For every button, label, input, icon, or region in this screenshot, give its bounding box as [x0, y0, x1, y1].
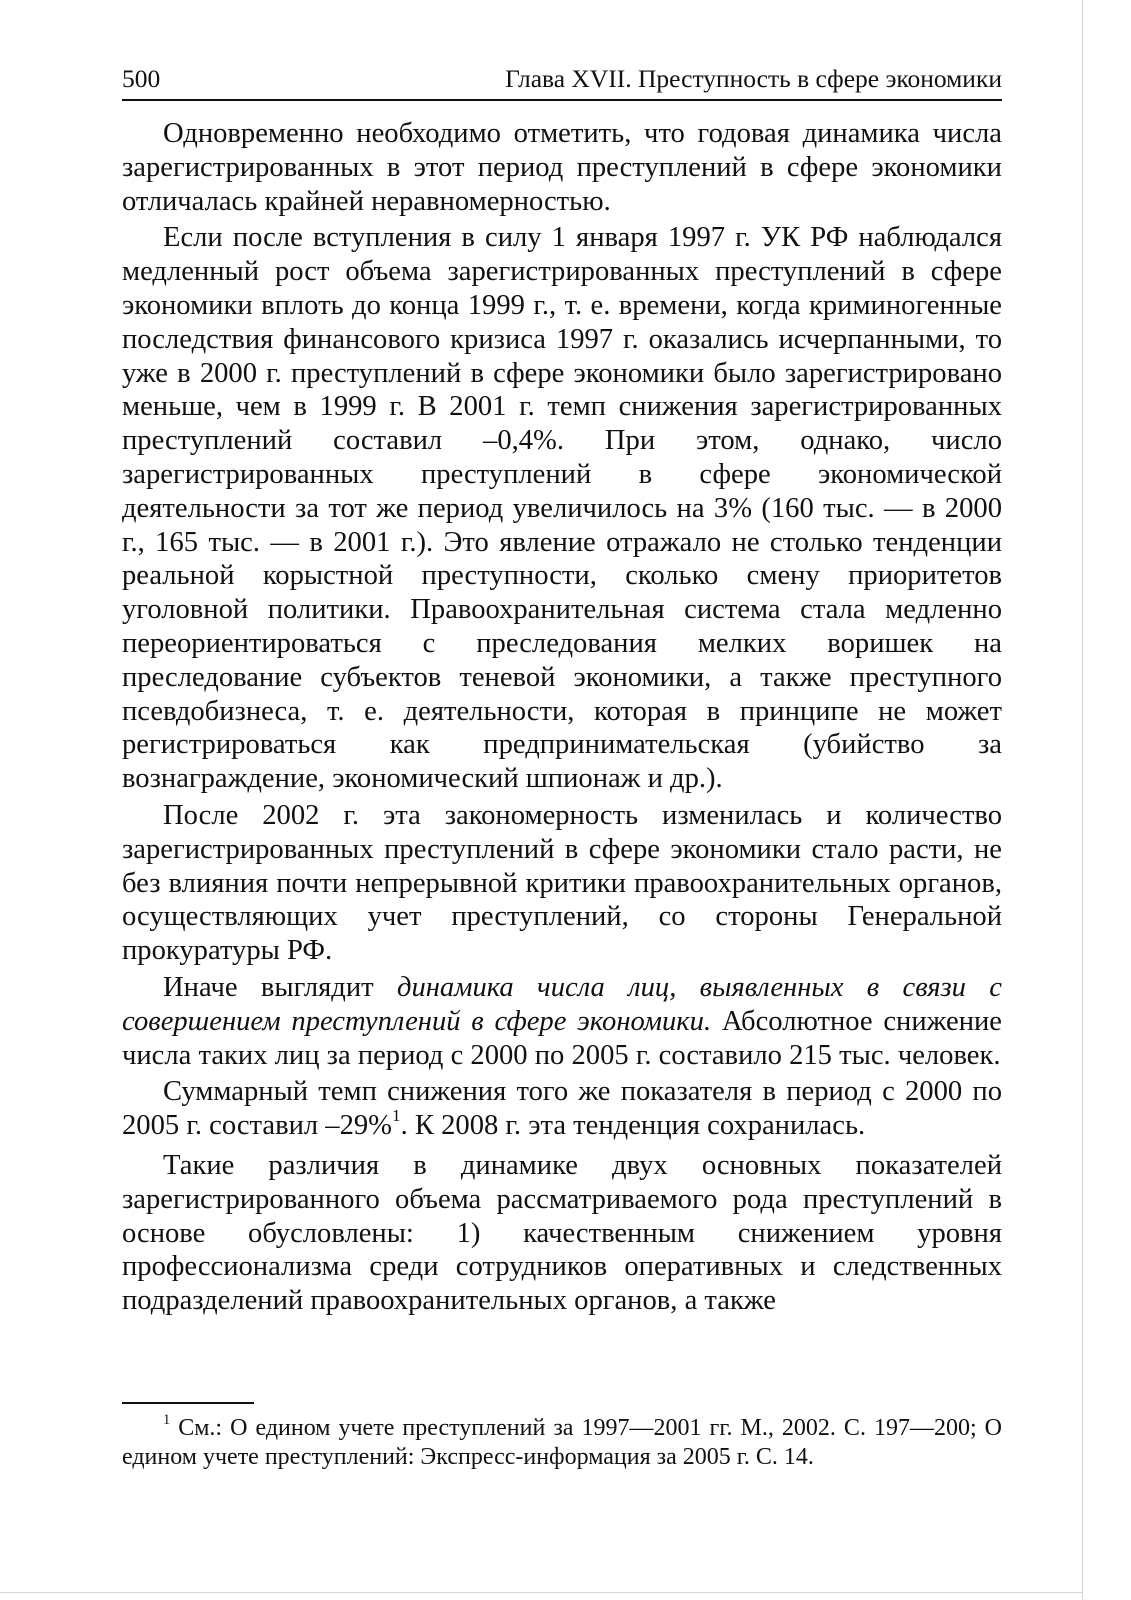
footnote-1 — [122, 1411, 1002, 1472]
running-header — [122, 60, 1002, 98]
paragraph-4-italic-term: динамика числа лиц, выявленных в связи с совершением преступлений в сфере экономики. — [122, 971, 1002, 1037]
paragraph-5 — [122, 1075, 1002, 1143]
footnote-text: См.: О едином учете преступлений за 1997—2001 гг. М., 2002. С. 197—200; О едином учете преступлений: Экспресс-информация за 2005 г. С. 14. — [122, 1415, 1002, 1470]
paragraph-5-rest: . К 2008 г. эта тенденция сохранилась. — [400, 1110, 866, 1142]
paragraph-1: Одновременно необходимо отметить, что годовая динамика числа зарегистрированных в этот период преступлений в сфере экономики отличалась крайней неравномерностью. — [122, 118, 1002, 217]
footnotes — [122, 1411, 1002, 1472]
paragraph-3: После 2002 г. эта закономерность изменилась и количество зарегистрированных преступлений в сфере экономики стало расти, не без влияния почти непрерывной критики правоохранительных органов, осуществляющих учет преступлений, со стороны Генеральной прокуратуры РФ. — [122, 799, 1002, 967]
paragraph-6: Такие различия в динамике двух основных показателей зарегистрированного объема рассматриваемого рода преступлений в основе обусловлены: 1) качественным снижением уровня профессионализма среди сотрудников оперативных и следственных подразделений правоохранительных органов, а также — [122, 1149, 1002, 1317]
page-bottom-edge — [0, 1592, 1083, 1593]
footnote-marker: 1 — [163, 1411, 171, 1428]
footnote-rule — [122, 1402, 254, 1404]
paragraph-5-lead: Суммарный темп снижения того же показателя в период с 2000 по 2005 г. составил –29% — [122, 1076, 1002, 1142]
footnote-reference[interactable]: 1 — [392, 1106, 401, 1126]
header-rule — [122, 99, 1002, 101]
page-number: 500 — [122, 64, 161, 93]
running-title: Глава XVII. Преступность в сфере экономики — [505, 64, 1002, 93]
paragraph-4-rest: Абсолютное снижение числа таких лиц за период с 2000 по 2005 г. составило 215 тыс. человек. — [122, 1005, 1002, 1071]
paragraph-2: Если после вступления в силу 1 января 1997 г. УК РФ наблюдался медленный рост объема зарегистрированных преступлений в сфере экономики вплоть до конца 1999 г., т. е. времени, когда криминогенные последствия финансового кризиса 1997 г. оказались исчерпанными, то уже в 2000 г. преступлений в сфере экономики было зарегистрировано меньше, чем в 1999 г. В 2001 г. темп снижения зарегистрированных преступлений составил –0,4%. При этом, однако, число зарегистрированных преступлений в сфере экономической деятельности за тот же период увеличилось на 3% (160 тыс. — в 2000 г., 165 тыс. — в 2001 г.). Это явление отражало не столько тенденции реальной корыстной преступности, сколько смену приоритетов уголовной политики. Правоохранительная система стала медленно переориентироваться с преследования мелких воришек на преследование субъектов теневой экономики, а также преступного псевдобизнеса, т. е. деятельности, которая в принципе не может регистрироваться как предпринимательская (убийство за вознаграждение, экономический шпионаж и др.). — [122, 222, 1002, 795]
paragraph-4 — [122, 971, 1002, 1072]
body-text — [122, 117, 1002, 1318]
page-right-edge — [1082, 0, 1083, 1600]
paragraph-4-lead: Иначе выглядит — [163, 971, 397, 1003]
